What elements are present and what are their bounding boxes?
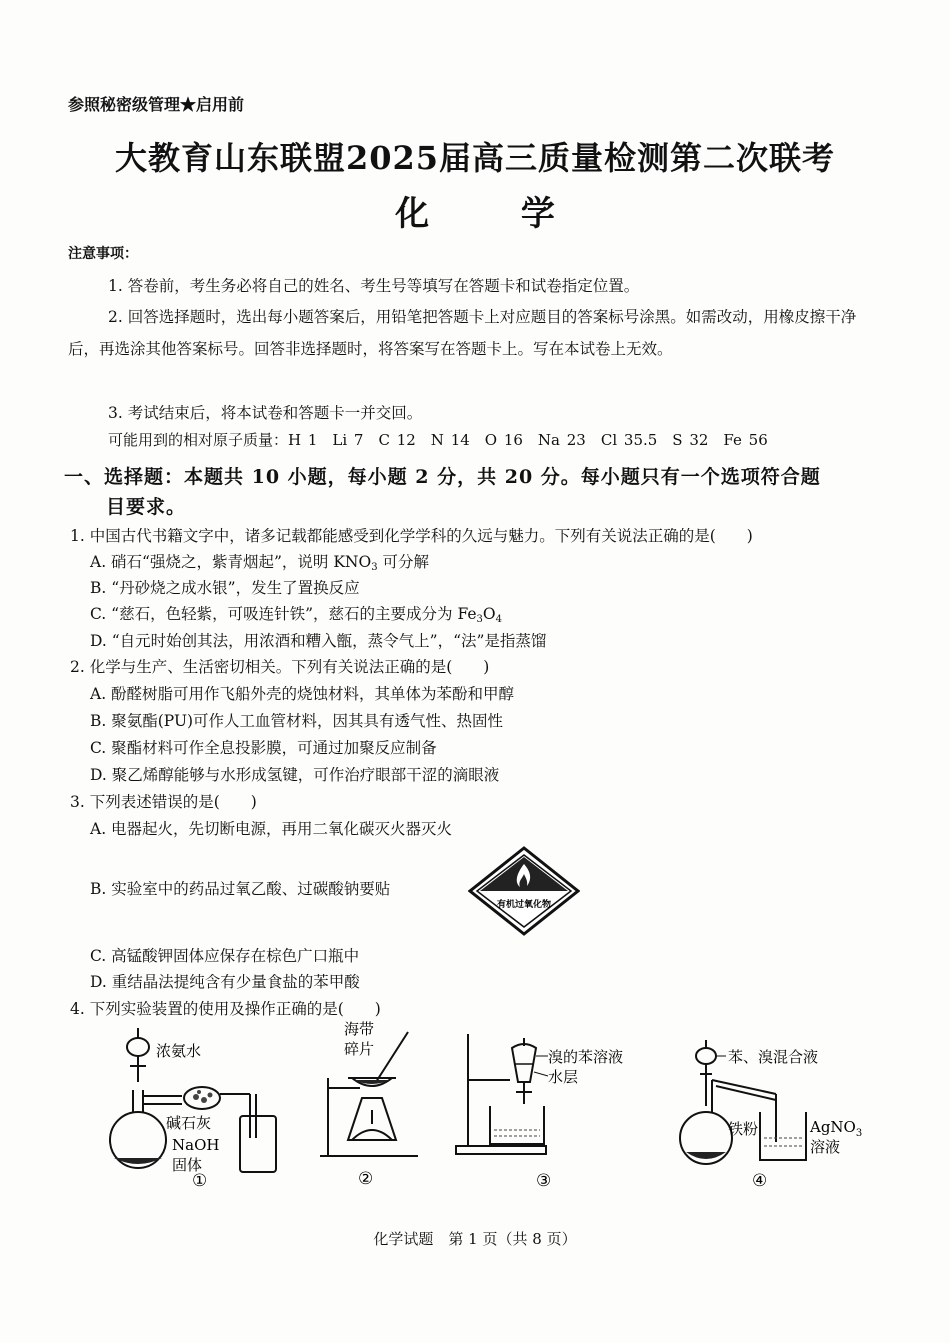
figure-4-bromobenzene-apparatus	[676, 1020, 876, 1190]
fig1-label-soda-lime: 碱石灰	[166, 1114, 212, 1132]
q2-option-d: D. 聚乙烯醇能够与水形成氢键，可作治疗眼部干涩的滴眼液	[90, 766, 500, 784]
organic-peroxide-hazard-label	[468, 846, 580, 936]
fig2-label-pieces: 碎片	[344, 1040, 375, 1058]
q3-option-a: A. 电器起火，先切断电源，再用二氧化碳灭火器灭火	[90, 820, 453, 838]
q3-option-c: C. 高锰酸钾固体应保存在棕色广口瓶中	[90, 947, 360, 965]
fig4-label-mixture: 苯、溴混合液	[728, 1048, 819, 1066]
q3-option-d: D. 重结晶法提纯含有少量食盐的苯甲酸	[90, 973, 360, 991]
fig3-label-bromine-benzene: 溴的苯溶液	[548, 1048, 624, 1066]
dropping-funnel	[696, 1048, 716, 1064]
page-footer: 化学试题 第 1 页（共 8 页）	[373, 1230, 577, 1248]
q2-option-b: B. 聚氨酯(PU)可作人工血管材料，因其具有透气性、热固性	[90, 712, 504, 730]
q1-option-c: C. “慈石，色轻紫，可吸连针铁”，慈石的主要成分为 $Fe_3O_4$	[90, 605, 502, 625]
separatory-funnel	[512, 1044, 536, 1082]
figure-1-ammonia-apparatus	[100, 1020, 300, 1190]
fig1-label-ammonia: 浓氨水	[156, 1042, 202, 1060]
fig3-label-water-layer: 水层	[548, 1068, 579, 1086]
hazard-label-text: 有机过氧化物	[496, 900, 552, 910]
q2-stem: 2. 化学与生产、生活密切相关。下列有关说法正确的是( )	[70, 658, 490, 676]
fig2-number: ②	[358, 1169, 374, 1189]
note-item-2: 2. 回答选择题时，选出每小题答案后，用铅笔把答题卡上对应题目的答案标号涂黑。如需改动，用橡皮擦干净后，再选涂其他答案标号。回答非选择题时，将答案写在答题卡上。写在本试卷上无效。	[68, 308, 857, 358]
figure-2-crucible-heating	[318, 1020, 428, 1190]
q2-option-a: A. 酚醛树脂可用作飞船外壳的烧蚀材料，其单体为苯酚和甲醇	[90, 685, 515, 703]
fig4-number: ④	[752, 1171, 768, 1190]
section-heading: 一、选择题：本题共 10 小题，每小题 2 分，共 20 分。每小题只有一个选项符合题	[64, 466, 821, 488]
beaker	[760, 1112, 806, 1160]
fig4-label-agno3-sub: 3	[855, 1128, 863, 1139]
note-item-1: 1. 答卷前，考生务必将自己的姓名、考生号等填写在答题卡和试卷指定位置。	[108, 277, 640, 295]
q2-option-c: C. 聚酯材料可作全息投影膜，可通过加聚反应制备	[90, 739, 437, 757]
q4-stem: 4. 下列实验装置的使用及操作正确的是( )	[70, 1000, 381, 1018]
fig1-label-solid: 固体	[172, 1156, 203, 1174]
subject-title: 化 学	[395, 194, 595, 234]
exam-title: 大教育山东联盟2025届高三质量检测第二次联考	[114, 139, 836, 177]
notes-heading: 注意事项：	[68, 246, 138, 262]
collection-bottle	[240, 1116, 276, 1172]
note-item-3: 3. 考试结束后，将本试卷和答题卡一并交回。	[108, 404, 423, 422]
glass-rod	[376, 1032, 408, 1082]
q1-option-b: B. “丹砂烧之成水银”，发生了置换反应	[90, 579, 360, 597]
secret-mark: 参照秘密级管理★启用前	[68, 95, 245, 114]
svg-text:AgNO3	[809, 1118, 862, 1139]
fig1-number: ①	[192, 1171, 208, 1190]
beaker	[490, 1106, 544, 1144]
fig3-number: ③	[536, 1171, 552, 1190]
atomic-masses: 可能用到的相对原子质量：H 1 Li 7 C 12 N 14 O 16 Na 23 Cl 35.5 S 32 Fe 56	[108, 431, 768, 449]
fig4-label-agno3: AgNO	[810, 1118, 856, 1136]
q1-option-a: A. 硝石“强烧之，紫青烟起”，说明 $KNO_3$ 可分解	[90, 553, 429, 573]
dropping-funnel-bulb	[127, 1038, 149, 1056]
fig4-label-solution: 溶液	[810, 1138, 841, 1156]
section-heading-cont: 目要求。	[106, 496, 187, 518]
q3-option-b: B. 实验室中的药品过氧乙酸、过碳酸钠要贴	[90, 880, 391, 898]
fig1-label-naoh: NaOH	[172, 1136, 220, 1154]
fig4-label-iron-powder: 铁粉	[728, 1120, 759, 1138]
fig2-label-kelp: 海带	[344, 1020, 375, 1038]
q1-stem: 1. 中国古代书籍文字中，诸多记载都能感受到化学学科的久远与魅力。下列有关说法正确的是( )	[70, 527, 753, 545]
q3-stem: 3. 下列表述错误的是( )	[70, 793, 257, 811]
figure-3-separatory-funnel	[448, 1020, 658, 1190]
q1-option-d: D. “自元时始创其法，用浓酒和糟入甑，蒸令气上”，“法”是指蒸馏	[90, 632, 547, 650]
